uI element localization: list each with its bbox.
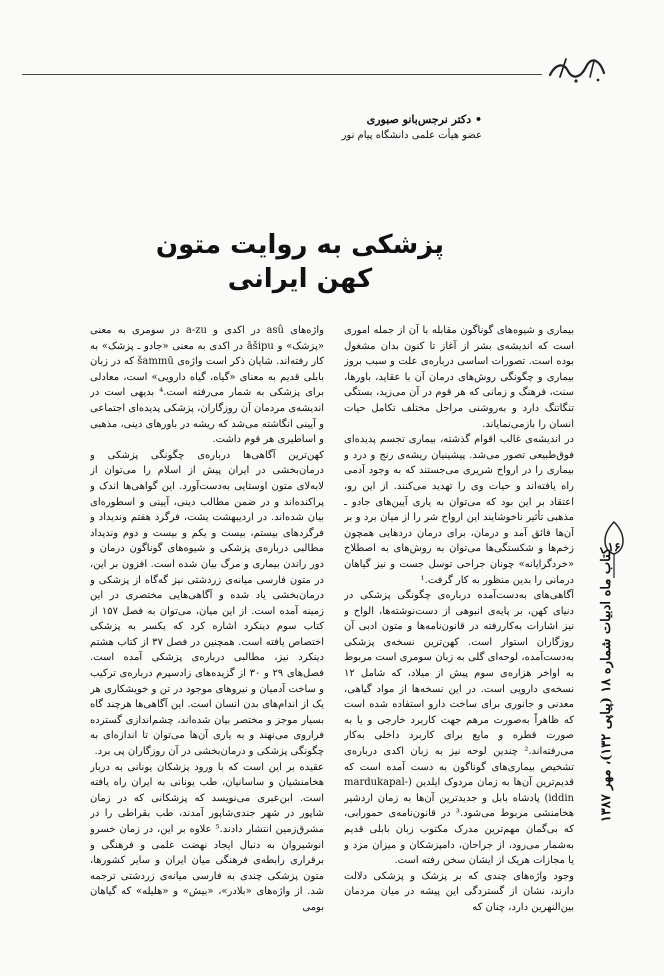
- page-number: ۱۶: [607, 540, 621, 554]
- paragraph: وجود واژه‌های چندی که بر پزشک و پزشکی دلالت دارند، نشان از گستردگی این پیشه در میان مردمان بین‌النهرین دارد، چنان که: [344, 870, 574, 913]
- calligraphy-logo-icon: [546, 55, 608, 85]
- issue-info: شماره ۱۸ (پیاپی ۱۳۲)، مهر ۱۳۸۷: [599, 638, 614, 823]
- paragraph: واژه‌های asû در اکدی و a-zu در سومری به معنی «پزشک» و āšipu در اکدی به معنی «جادو ـ پزشک» به کار رفته‌اند. شایان ذکر است واژه‌ی šammū که در زبان بابلی قدیم به معنای «گیاه، گیاه دارویی» است، معادلی برای پزشکی به شمار می‌رفته است.⁴ بدیهی است در اندیشه‌ی مردمان آن روزگاران، پزشکی پدیده‌ای اجتماعی و آیینی انگاشته می‌شد که ریشه در باورهای دینی، مذهبی و اساطیری هر قوم داشت.: [90, 325, 324, 446]
- paragraph: کهن‌ترین آگاهی‌ها درباره‌ی چگونگی پزشکی و درمان‌بخشی در ایران پیش از اسلام را می‌توان از لابه‌لای متون اوستایی به‌دست‌آورد. این گواهی‌ها اندک و پراکنده‌اند و در ضمن مطالب دینی، آیینی و اسطوره‌ای بیان شده‌اند. در اردیبهشت یشت، فرگرد هفتم وندیداد و فرگردهای بیستم، بیست و یکم و بیست و دوم وندیداد مطالبی درباره‌ی پزشکی و شیوه‌های گوناگون درمان و دور راندن بیماری و مرگ بیان شده است. افزون بر این، در متون فارسی میانه‌ی زردشتی نیز گه‌گاه از پزشکی و درمان‌بخشی یاد شده و آگاهی‌هایی مختصری در این زمینه آمده است. از این میان، می‌توان به فصل ۱۵۷ از کتاب سوم دینکرد اشاره کرد که یکسر به پزشکی اختصاص یافته است. همچنین در فصل ۳۷ از کتاب هشتم دینکرد نیز، مطالبی درباره‌ی پزشکی آمده است. فصل‌های ۲۹ و ۳۰ از گزیده‌های زادسپرم درباره‌ی ترکیب و ساخت آدمیان و نیروهای موجود در تن و خویشکاری هر یک از اندام‌های بدن انسان است. این آگاهی‌ها هرچند گاه بسیار موجز و مختصر بیان شده‌اند، چشم‌اندازی گسترده فراروی می‌نهند و به یاری آن‌ها می‌توان تا اندازه‌ای به چگونگی پزشکی و درمان‌بخشی در آن روزگاران پی برد.: [90, 449, 324, 758]
- paragraph: عقیده بر این است که با ورود پزشکان یونانی به دربار هخامنشیان و ساسانیان، طب یونانی به ایران راه یافته است. ابن‌عبری می‌نویسد که پزشکانی که در زمان شاپور در شهر جندی‌شاپور آمدند، طب بقراطی را در مشرق‌زمین انتشار دادند.⁵ علاوه بر این، در زمان خسرو انوشیروان به دنبال ایجاد نهضت علمی و فرهنگی و برقراری رابطه‌ی فرهنگی میان ایران و سایر کشورها، متون پزشکی چندی به فارسی میانه‌ی زردشتی ترجمه شد. از واژه‌های «بلادر»، «بیش» و «هلیله» که گیاهان بومی: [90, 761, 324, 913]
- text-column-left: [90, 323, 324, 963]
- paragraph: در اندیشه‌ی غالب اقوام گذشته، بیماری تجسم پدیده‌ای فوق‌طبیعی تصور می‌شد. پیشینیان ریشه‌ی رنج و درد و بیماری را در ارواح شریری می‌جستند که به وجود آدمی راه یافته‌اند و حیات وی را تهدید می‌کنند. از این رو، اعتقاد بر این بود که می‌توان به یاری آیین‌های جادو ـ مذهبی تأثیر ناخوشایند این ارواح شر را از میان برد و بر آن‌ها فائق آمد و درمان، برای درمان دردهایی همچون زخم‌ها و شکستگی‌ها می‌توان به روش‌های به اصطلاح «خردگرایانه» چونان جراحی توسل جست و نیز گیاهان درمانی را بدین منظور به کار گرفت.¹: [344, 434, 574, 586]
- paragraph: بیماری و شیوه‌های گوناگون مقابله با آن از جمله اموری است که اندیشه‌ی بشر از آغاز تا کنون بدان مشغول بوده است. تصورات اساسی درباره‌ی علت و سبب بروز بیماری و چگونگی روش‌های درمان آن با عقاید، باورها، سنت، فرهنگ و زمانی که هر قوم در آن می‌زید، بستگی تنگاتنگ دارد و به‌روشنی مراحل مختلف تکامل حیات انسان را بازمی‌نمایاند.: [344, 325, 574, 430]
- header-rule: [22, 74, 542, 75]
- running-header-text: [599, 525, 629, 845]
- text-column-right: [344, 323, 574, 963]
- running-header: [594, 520, 634, 850]
- logo-drawing: [546, 55, 608, 85]
- author-block: [182, 112, 482, 144]
- journal-name: کتاب ماه ادبیات: [599, 547, 614, 635]
- article-title: پزشکی به روایت متون کهن ایرانی: [155, 230, 445, 294]
- author-name: • دکتر نرجس‌بانو صبوری: [366, 113, 482, 126]
- author-affiliation: عضو هیأت علمی دانشگاه پیام نور: [341, 130, 482, 141]
- paragraph: آگاهی‌های به‌دست‌آمده درباره‌ی چگونگی پزشکی در دنیای کهن، بر پایه‌ی انبوهی از دست‌نوشته‌ها، الواح و نیز اشارات به‌کاررفته در قانون‌نامه‌ها و متون ادبی آن روزگاران استوار است. کهن‌ترین نسخه‌ی پزشکی به‌دست‌آمده، لوحه‌ای گلی به زبان سومری است مربوط به اواخر هزاره‌ی سوم پیش از میلاد، که شامل ۱۲ نسخه‌ی دارویی است. در این نسخه‌ها از مواد گیاهی، معدنی و جانوری برای ساخت دارو استفاده شده است که ظاهراً به‌صورت مرهم جهت کاربرد خارجی و یا به صورت قطره و مایع برای کاربرد داخلی به‌کار می‌رفته‌اند.² چندین لوحه نیز به زبان اکدی درباره‌ی تشخیص بیماری‌های گوناگون به دست آمده است که قدیم‌ترین آن‌ها به زمان مردوک ایلدین (mardukapal-iddin) پادشاه بابل و جدیدترین آن‌ها به زمان اردشیر هخامنشی مربوط می‌شود.³ در قانون‌نامه‌ی حمورابی، که بی‌گمان مهم‌ترین مدرک مکتوب زبان بابلی قدیم به‌شمار می‌رود، از جراحان، دامپزشکان و میزان مزد و یا مجازات هریک از ایشان سخن رفته است.: [344, 590, 574, 867]
